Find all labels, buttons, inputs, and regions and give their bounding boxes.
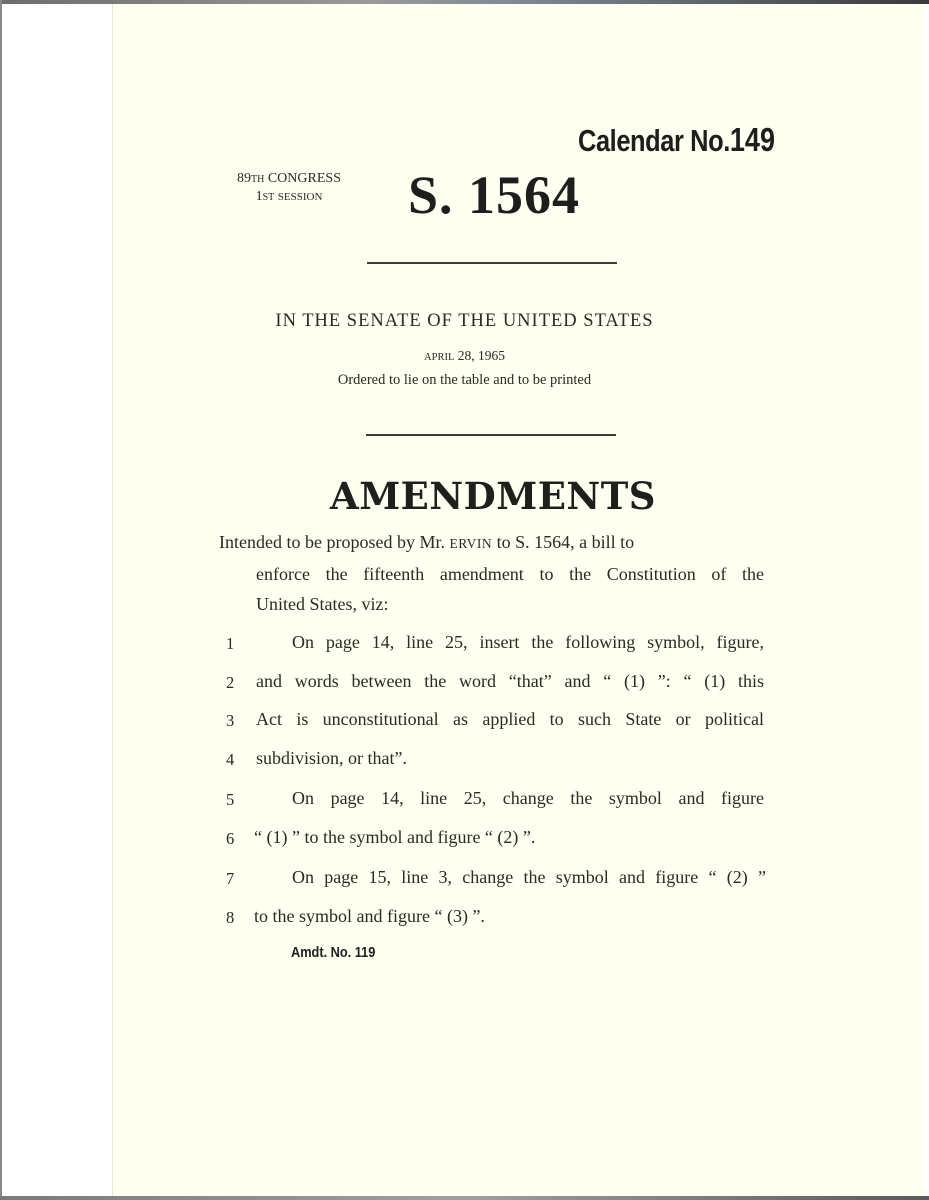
amendment-line: “ (1) ” to the symbol and figure “ (2) ”. [254,827,536,847]
calendar-label: Calendar No. [578,123,730,158]
line-number: 1 [226,634,235,653]
session-ordinal-suffix: ST [262,192,275,203]
congress-ordinal-suffix: TH [251,174,265,185]
calendar-number [578,121,775,159]
intro-line-2: enforce the fifteenth amendment to the Constitution of the [256,564,764,584]
amendment-line: On page 14, line 25, insert the following symbol, figure, [292,632,764,652]
line-number: 5 [226,790,235,809]
intro-text-cont: to S. 1564, a bill to [492,532,635,552]
action-note: Ordered to lie on the table and to be printed [337,372,592,388]
scan-bottom-edge [0,1196,929,1200]
congress-ordinal: 89 [237,171,251,186]
amendment-line: On page 15, line 3, change the symbol and figure “ (2) ” [292,867,766,887]
intro-line-3: United States, viz: [256,594,389,614]
intro-line-1 [219,532,634,553]
chamber-heading: IN THE SENATE OF THE UNITED STATES [275,311,654,331]
date-month: APRIL [424,352,455,363]
scan-left-edge [0,0,2,1200]
amendment-line: subdivision, or that”. [256,748,407,768]
congress-line [222,170,356,188]
amendment-line: On page 14, line 25, change the symbol and figure [292,788,764,808]
date-rest: 28, 1965 [457,348,505,363]
divider-bottom [366,434,616,436]
amendment-line: to the symbol and figure “ (3) ”. [254,906,485,926]
date-line [0,348,929,364]
session-ordinal: 1 [255,189,263,204]
line-number: 6 [226,829,235,848]
line-number: 7 [226,869,235,888]
session-line [222,188,356,206]
bill-number: S. 1564 [408,165,581,225]
line-number: 3 [226,711,235,730]
amendment-line: and words between the word “that” and “ (1) ”: “ (1) this [256,671,764,691]
line-number: 2 [226,673,235,692]
congress-word: CONGRESS [267,171,341,186]
congress-session [222,170,356,206]
amendment-line: Act is unconstitutional as applied to such State or political [256,709,764,729]
amendment-number: Amdt. No. 119 [291,944,376,961]
document-title: AMENDMENTS [329,474,656,518]
line-number: 8 [226,908,235,927]
sponsor-name: ERVIN [449,536,493,551]
divider-top [367,262,617,264]
calendar-number-value: 149 [729,121,776,158]
intro-text: Intended to be proposed by Mr. [219,532,450,552]
session-word: SESSION [277,191,323,203]
line-number: 4 [226,750,235,769]
